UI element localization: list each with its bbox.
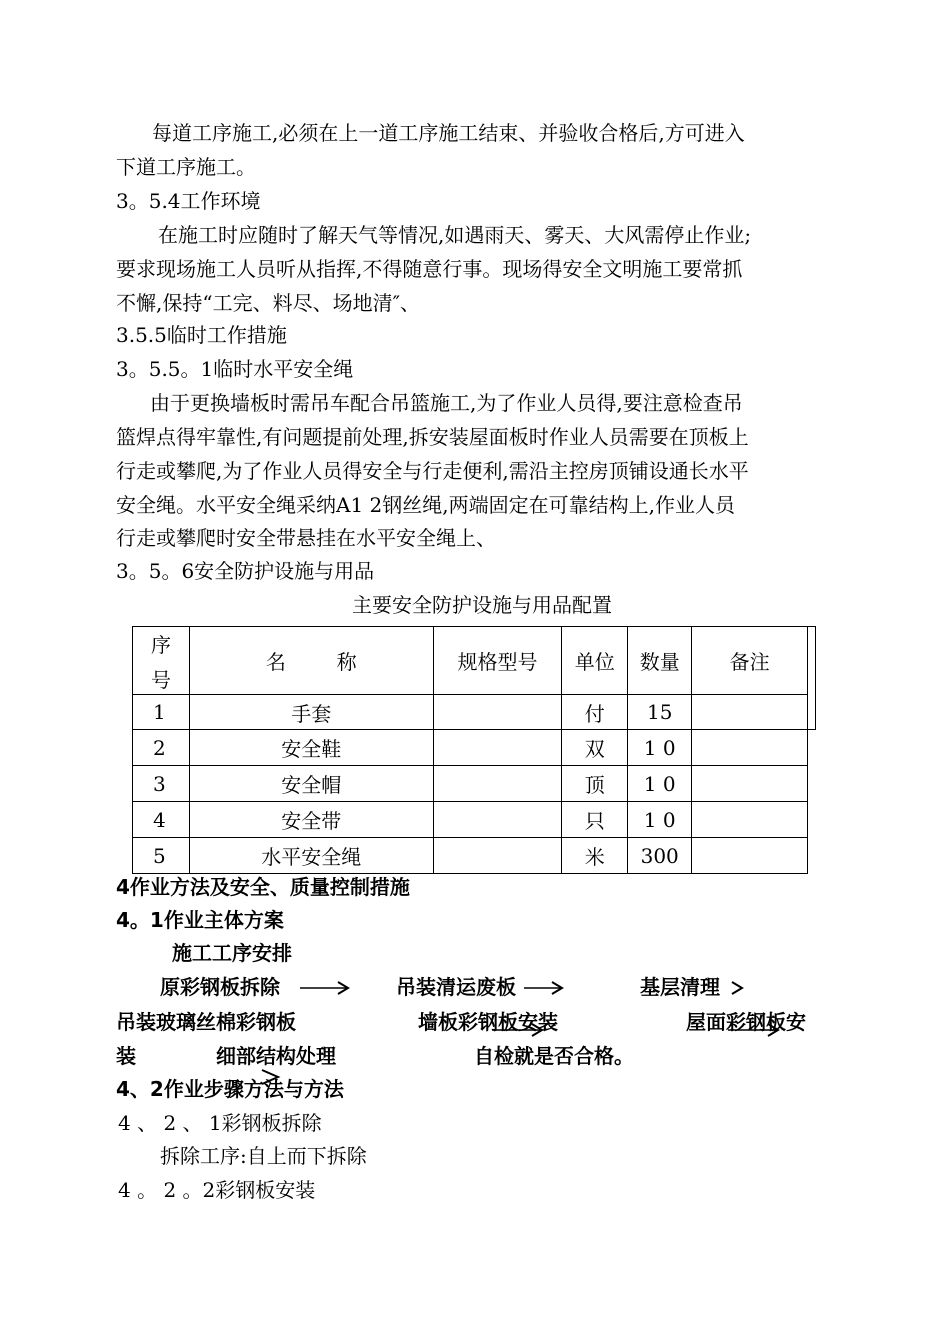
row-no: 5 [133,838,190,874]
table-row [133,730,808,766]
row-name: 安全鞋 [189,730,433,766]
subsection-heading-41: 4。1作业主体方案 [116,908,284,932]
row-spec [433,695,562,730]
paragraph-line: 篮焊点得牢靠性,有问题提前处理,拆安装屋面板时作业人员需要在顶板上 [116,425,749,449]
header-name: 名 称 [189,627,433,695]
row-remark [692,695,808,730]
row-spec [433,802,562,838]
row-unit: 顶 [562,766,628,802]
header-remark: 备注 [692,627,808,695]
section-heading-354: 3。5.4工作环境 [116,189,261,213]
flow-step-2: 吊装清运废板 [396,975,516,999]
arrow-icon [726,1022,782,1038]
sequence-title: 施工工序安排 [172,941,292,965]
paragraph-line: 由于更换墙板时需吊车配合吊篮施工,为了作业人员得,要注意检查吊 [150,391,743,415]
row-name: 水平安全绳 [189,838,433,874]
item-421-text: 拆除工序:自上而下拆除 [160,1144,367,1168]
row-name: 安全带 [189,802,433,838]
row-spec [433,838,562,874]
arrow-icon [490,1022,546,1038]
subsection-heading-3551: 3。5.5。1临时水平安全绳 [116,357,354,381]
row-no: 2 [133,730,190,766]
flow-step-5: 墙板彩钢板安装 [418,1010,558,1034]
row-name: 手套 [189,695,433,730]
row-qty: 1 0 [628,730,692,766]
item-heading-421: 4 、 2 、 1彩钢板拆除 [118,1111,322,1135]
row-remark [692,766,808,802]
equipment-table [132,626,808,874]
row-no: 1 [133,695,190,730]
row-remark [692,802,808,838]
row-unit: 米 [562,838,628,874]
header-unit: 单位 [562,627,628,695]
flow-step-6-part1: 屋面彩钢板安 [686,1010,806,1034]
flow-step-3: 基层清理 [640,975,720,999]
table-row [133,695,808,730]
table-title: 主要安全防护设施与用品配置 [352,593,612,617]
row-name: 安全帽 [189,766,433,802]
arrow-icon [728,980,746,996]
section-heading-4: 4作业方法及安全、质量控制措施 [116,875,410,899]
table-header-row [133,627,808,695]
row-unit: 只 [562,802,628,838]
row-spec [433,730,562,766]
subsection-heading-42: 4、2作业步骤方法与方法 [116,1077,344,1101]
header-qty: 数量 [628,627,692,695]
flow-step-1: 原彩钢板拆除 [160,975,280,999]
table-row [133,802,808,838]
flow-step-8: 自检就是否合格。 [474,1044,634,1068]
row-spec [433,766,562,802]
table-row [133,838,808,874]
row-qty: 1 0 [628,766,692,802]
header-no-line2: 号 [150,667,171,692]
flow-step-4: 吊装玻璃丝棉彩钢板 [116,1010,296,1034]
flow-step-7: 细部结构处理 [216,1044,336,1068]
paragraph-line: 每道工序施工,必须在上一道工序施工结束、并验收合格后,方可进入 [152,121,745,145]
row-qty: 300 [628,838,692,874]
paragraph-line: 行走或攀爬时安全带悬挂在水平安全绳上、 [116,526,496,550]
row-unit: 双 [562,730,628,766]
row-qty: 1 0 [628,802,692,838]
arrow-icon [522,980,566,996]
paragraph-line: 不懈,保持“工完、料尽、场地清″、 [116,291,421,315]
row-remark [692,730,808,766]
header-no [133,627,190,695]
paragraph-line: 下道工序施工。 [116,155,256,179]
header-no-line1: 序 [150,632,171,657]
arrow-icon [298,980,352,996]
item-heading-422: 4 。 2 。2彩钢板安装 [118,1178,316,1202]
row-no: 4 [133,802,190,838]
row-no: 3 [133,766,190,802]
section-heading-355: 3.5.5临时工作措施 [116,323,287,347]
paragraph-line: 在施工时应随时了解天气等情况,如遇雨天、雾天、大风需停止作业; [158,223,752,247]
row-qty: 15 [628,695,692,730]
flow-step-6-part2: 装 [116,1044,136,1068]
paragraph-line: 安全绳。水平安全绳采纳A1 2钢丝绳,两端固定在可靠结构上,作业人员 [116,493,735,517]
table-border-fragment [808,626,816,730]
section-heading-356: 3。5。6安全防护设施与用品 [116,559,375,583]
paragraph-line: 要求现场施工人员听从指挥,不得随意行事。现场得安全文明施工要常抓 [116,257,743,281]
paragraph-line: 行走或攀爬,为了作业人员得安全与行走便利,需沿主控房顶铺设通长水平 [116,459,749,483]
header-spec: 规格型号 [433,627,562,695]
row-remark [692,838,808,874]
table-row [133,766,808,802]
row-unit: 付 [562,695,628,730]
